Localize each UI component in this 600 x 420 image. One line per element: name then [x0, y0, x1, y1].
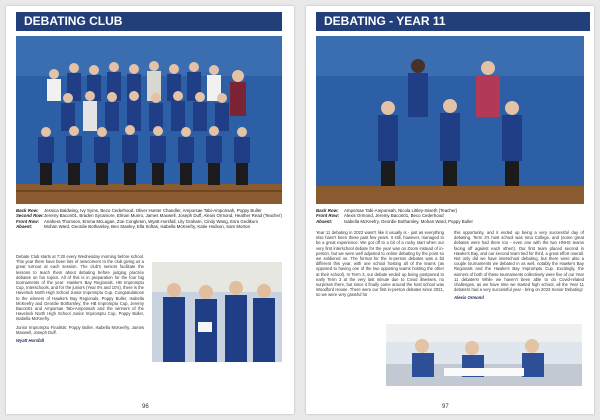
debating-club-article	[16, 254, 144, 346]
names-row: Second Row: Jeremy Bacon01, Braden Sycamore, Elman Munro, James Maxwell, Joseph Duff, Alexis Ormond, Heather Read (Teacher)	[16, 213, 282, 219]
names-row: Front Row: Alexis Ormond, Jeremy Bacon01, Beco Cederhood	[316, 213, 444, 219]
right-page	[306, 6, 594, 414]
page-title-debating-year-11: DEBATING - YEAR 11	[316, 12, 590, 31]
page-title-debating-club: DEBATING CLUB	[16, 12, 282, 31]
article-paragraph: Debate Club starts at 7:30 every Wednesday morning before school. This year there have been lots of newcomers to the club giving us a great turnout at each session. The club's seniors facilitate the lessons to teach them about debating before judging practice debates on fun topics. All of this is in preparation for the four big tournaments of the year: Hawke's Bay Regionals, HB Impromptu Cup, Interschools, and for the juniors (Year 9's and 10's), there is the Havelock North High School Junior Impromptu Cup. Congratulations to the winners of Hawke's Bay Regionals, Poppy Buller, Isabella McKeefry and Geordie Bothamley; the HB Impromptu Cup, Jeremy Bacon01 and Amporsae Tabi-Amponsah and the winners of the Havelock North High School Junior Impromptu Cup, Poppy Buller, Isabella McKeefry.	[16, 254, 144, 322]
left-page	[6, 6, 294, 414]
year-11-article-col1	[316, 230, 444, 301]
names-row: Absent: Mohan Ward, Geordie Bothamley, Ben Stanley, Ella Softas, Isabella McKeefry, Katie Hodson, Sam Morton	[16, 224, 251, 230]
year-11-article-col2	[454, 230, 584, 304]
debating-club-names	[16, 208, 284, 230]
names-row: Front Row: Anahera Thomson, Emma McLagan, Zoe Congleton, Wyatt Horsfall, Lily Graham, Cindy Wang, Esra Gedikum	[16, 218, 258, 224]
names-row: Back Row: Amporsae Tabi-Amponsah, Nicola Littley-Iniseth (Teacher)	[316, 208, 458, 213]
debating-club-group-photo	[16, 36, 282, 204]
year-11-debating-names	[316, 208, 584, 224]
names-row: Back Row: Jessica Baldwing, Ivy Syms, Beco Cederhood, Oliver Hunter Chandler, Amporsae Tabi-Amponsah, Poppy Buller	[16, 208, 262, 213]
page-number: 96	[142, 404, 149, 410]
author-signature: Alexis Ormond	[454, 295, 484, 301]
debate-in-progress-photo	[386, 324, 582, 386]
article-paragraph: Junior Impromptu Finalists: Poppy Buller, Isabella McKeefry, James Maxwell, Joseph Duff.	[16, 324, 144, 335]
page-number: 97	[442, 404, 449, 410]
names-row: Absent: Isabella McKeefry, Geordie Bothamley, Mohan Ward, Poppy Buller	[316, 218, 474, 224]
author-signature: Wyatt Horsfall	[16, 338, 45, 344]
article-paragraph: this opportunity, and it ended up being a very successful day of debating. Term 3's host school was Iona College, and (some great debates were had there too - even one with the two HNHS teams facing off against each other!). Our first team placed second in Hawke's Bay, and our second team tied for third, a great effort overall. Not only did we have interschool debating, but there were also a couple tournaments we debated in as well, notably the Hawke's Bay Regionals and the Hawke's Bay Impromptu Cup. Excitingly, the winners of both of these tournaments collectively were five of our Year 11 debaters! While we haven't been able to do Covid-related challenges, as we have time we started high school, all the Year 11 debaters had a very successful year - bring on 2023 Senior Debating!	[454, 230, 584, 293]
debaters-candid-photo	[152, 262, 282, 362]
year-11-debating-group-photo	[316, 36, 584, 204]
article-paragraph: Year 11 debating in 2022 wasn't like it usually is - just as everything else hasn't been these past few years. It still, however, managed to be a great experience. We got off to a bit of a rocky start when our very first interschool debate for the year was on Zoom instead of in-person, but we were well adjusted to online debating by the point so we soldiered on. The format for the in-person debates was a bit different this year, with one school hosting all of the teams (as opposed to having one of the two opposing teams hosting the other at their school). In Term 3, our debate ended up being postponed to early Term 3 at the very last minute due to Covid illnesses, no surprises there, but since it finally came around the host school was Woodford House. There were our first in-person debates since 2021, so we were very grateful for	[316, 230, 444, 298]
